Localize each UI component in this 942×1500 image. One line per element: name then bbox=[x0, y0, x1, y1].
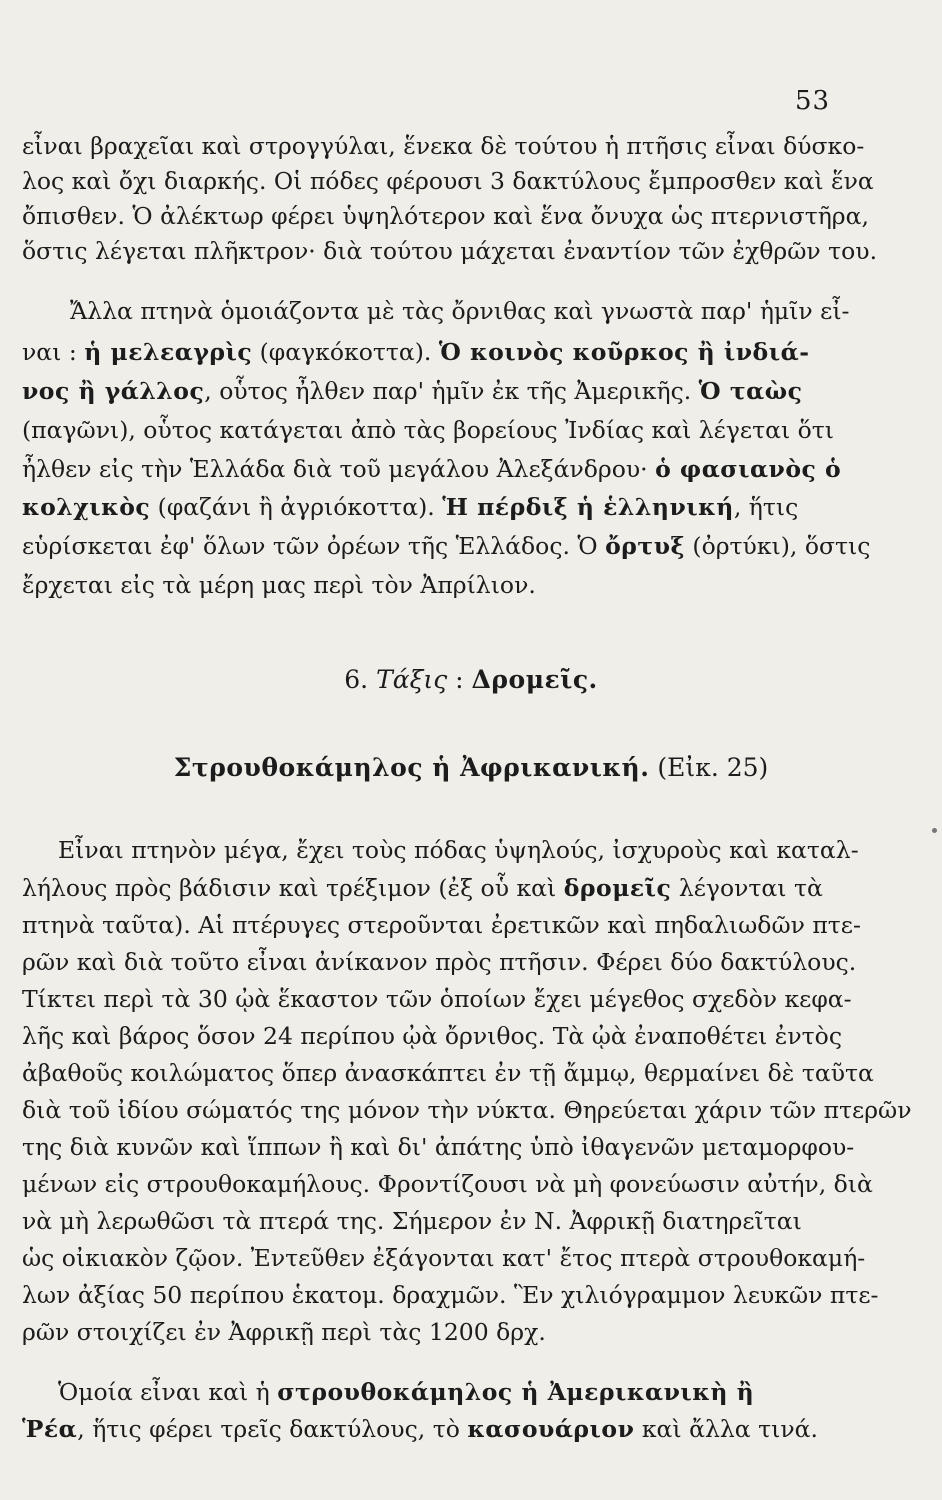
text-segment: ἔρχεται εἰς τὰ μέρη μας περὶ τὸν Ἀπρίλιον. bbox=[22, 571, 536, 599]
text-line bbox=[22, 981, 852, 1017]
section-label: Τάξις bbox=[376, 665, 448, 694]
text-segment: ρῶν καὶ διὰ τοῦτο εἶναι ἀνίκανον πρὸς πτῆσιν. Φέρει δύο δακτύλους. bbox=[22, 948, 857, 976]
margin-speck bbox=[932, 828, 937, 833]
text-line bbox=[22, 233, 877, 269]
text-line bbox=[22, 334, 809, 370]
text-segment: ὅστις λέγεται πλῆκτρον· διὰ τούτου μάχεται ἐναντίον τῶν ἐχθρῶν του. bbox=[22, 237, 878, 265]
section-name: Δρομεῖς. bbox=[471, 665, 598, 694]
text-segment: ὄπισθεν. Ὁ ἀλέκτωρ φέρει ὑψηλότερον καὶ ἕνα ὄνυχα ὡς πτερνιστῆρα, bbox=[22, 202, 869, 230]
text-segment: μένων εἰς στρουθοκαμήλους. Φροντίζουσι νὰ μὴ φονεύωσιν αὐτήν, διὰ bbox=[22, 1170, 873, 1198]
text-line bbox=[22, 870, 823, 906]
text-segment: , ἥτις bbox=[733, 493, 799, 521]
text-line bbox=[22, 1055, 874, 1091]
text-segment: , οὗτος ἦλθεν παρ' ἡμῖν ἐκ τῆς Ἀμερικῆς. bbox=[204, 377, 699, 405]
section-heading bbox=[0, 665, 942, 694]
text-segment: καὶ ἄλλα τινά. bbox=[634, 1415, 818, 1443]
bold-term: Ἡ πέρδιξ ἡ ἑλληνική bbox=[442, 493, 734, 521]
species-name: Στρουθοκάμηλος ἡ Ἀφρικανική. bbox=[173, 753, 650, 782]
text-segment: νὰ μὴ λερωθῶσι τὰ πτερά της. Σήμερον ἐν Ν. Ἀφρικῇ διατηρεῖται bbox=[22, 1207, 802, 1235]
text-segment: ὡς οἰκιακὸν ζῷον. Ἐντεῦθεν ἐξάγονται κατ' ἔτος πτερὰ στρουθοκαμή- bbox=[22, 1244, 866, 1272]
text-segment: της διὰ κυνῶν καὶ ἵππων ἢ καὶ δι' ἀπάτης ὑπὸ ἰθαγενῶν μεταμορφου- bbox=[22, 1133, 855, 1161]
bold-term: νος ἢ γάλλος bbox=[22, 377, 205, 405]
text-line bbox=[22, 944, 856, 980]
text-line bbox=[22, 163, 874, 199]
bold-term: στρουθοκάμηλος ἡ Ἀμερικανικὴ ἢ bbox=[277, 1378, 755, 1406]
figure-reference: (Εἰκ. 25) bbox=[649, 753, 769, 782]
species-heading bbox=[0, 753, 942, 782]
bold-term: ἡ μελεαγρὶς bbox=[84, 338, 253, 366]
text-line bbox=[22, 907, 861, 943]
text-segment: διὰ τοῦ ἰδίου σώματός της μόνον τὴν νύκτα. Θηρεύεται χάριν τῶν πτερῶν bbox=[22, 1096, 912, 1124]
text-line bbox=[22, 1166, 873, 1202]
text-segment: πτηνὰ ταῦτα). Αἱ πτέρυγες στεροῦνται ἐρετικῶν καὶ πηδαλιωδῶν πτε- bbox=[22, 911, 861, 939]
text-line bbox=[22, 1240, 865, 1276]
text-line bbox=[58, 1374, 754, 1410]
text-line bbox=[22, 1411, 818, 1447]
text-line bbox=[22, 373, 802, 409]
section-number: 6. bbox=[344, 665, 369, 694]
text-line bbox=[22, 1092, 912, 1128]
text-line bbox=[22, 1203, 802, 1239]
bold-term: δρομεῖς bbox=[563, 874, 672, 902]
text-segment: Τίκτει περὶ τὰ 30 ᾠὰ ἕκαστον τῶν ὁποίων ἔχει μέγεθος σχεδὸν κεφα- bbox=[22, 985, 852, 1013]
bold-term: κασουάριον bbox=[467, 1415, 635, 1443]
text-segment: λέγονται τὰ bbox=[671, 874, 823, 902]
text-segment: εἶναι βραχεῖαι καὶ στρογγύλαι, ἕνεκα δὲ τούτου ἡ πτῆσις εἶναι δύσκο- bbox=[22, 132, 865, 160]
text-line bbox=[22, 1129, 854, 1165]
text-segment: λος καὶ ὄχι διαρκής. Οἱ πόδες φέρουσι 3 δακτύλους ἔμπροσθεν καὶ ἕνα bbox=[22, 167, 874, 195]
text-line bbox=[22, 1018, 842, 1054]
text-line bbox=[22, 451, 841, 487]
bold-term: κολχικὸς bbox=[22, 493, 151, 521]
page-number: 53 bbox=[795, 86, 831, 116]
text-segment: ρῶν στοιχίζει ἐν Ἀφρικῇ περὶ τὰς 1200 δρχ. bbox=[22, 1318, 546, 1346]
text-segment: ἦλθεν εἰς τὴν Ἑλλάδα διὰ τοῦ μεγάλου Ἀλεξάνδρου· bbox=[22, 455, 656, 483]
text-segment: λων ἀξίας 50 περίπου ἑκατομ. δραχμῶν. Ἓν χιλιόγραμμον λευκῶν πτε- bbox=[22, 1281, 879, 1309]
text-segment: Ἄλλα πτηνὰ ὁμοιάζοντα μὲ τὰς ὄρνιθας καὶ γνωστὰ παρ' ἡμῖν εἶ- bbox=[70, 297, 850, 325]
text-segment: Εἶναι πτηνὸν μέγα, ἔχει τοὺς πόδας ὑψηλούς, ἰσχυροὺς καὶ καταλ- bbox=[58, 836, 859, 864]
bold-term: Ὁ ταὼς bbox=[698, 377, 803, 405]
text-line bbox=[70, 293, 849, 329]
text-segment: λῆς καὶ βάρος ὅσον 24 περίπου ᾠὰ ὄρνιθος. Τὰ ᾠὰ ἐναποθέτει ἐντὸς bbox=[22, 1022, 842, 1050]
text-line bbox=[22, 1314, 546, 1350]
text-segment: (παγῶνι), οὗτος κατάγεται ἀπὸ τὰς βορείους Ἰνδίας καὶ λέγεται ὅτι bbox=[22, 416, 834, 444]
text-segment: λήλους πρὸς βάδισιν καὶ τρέξιμον (ἐξ οὗ καὶ bbox=[22, 874, 564, 902]
text-line bbox=[58, 832, 859, 868]
text-segment: (ὀρτύκι), ὅστις bbox=[684, 532, 871, 560]
text-line bbox=[22, 1277, 878, 1313]
text-line bbox=[22, 412, 834, 448]
bold-term: ὁ φασιανὸς ὁ bbox=[655, 455, 842, 483]
text-line bbox=[22, 489, 798, 525]
text-segment: εὑρίσκεται ἐφ' ὅλων τῶν ὀρέων τῆς Ἑλλάδος. Ὁ bbox=[22, 532, 606, 560]
text-line bbox=[22, 567, 536, 603]
bold-term: Ῥέα bbox=[22, 1415, 78, 1443]
text-segment: ναι : bbox=[22, 338, 85, 366]
text-segment: , ἥτις φέρει τρεῖς δακτύλους, τὸ bbox=[77, 1415, 468, 1443]
text-line bbox=[22, 128, 864, 164]
section-separator: : bbox=[447, 665, 472, 694]
text-segment: ἀβαθοῦς κοιλώματος ὅπερ ἀνασκάπτει ἐν τῇ ἄμμῳ, θερμαίνει δὲ ταῦτα bbox=[22, 1059, 874, 1087]
bold-term: ὄρτυξ bbox=[605, 532, 685, 560]
bold-term: Ὁ κοινὸς κοῦρκος ἢ ἰνδιά- bbox=[438, 338, 810, 366]
text-segment: Ὁμοία εἶναι καὶ ἡ bbox=[58, 1378, 278, 1406]
text-segment: (φαζάνι ἢ ἀγριόκοττα). bbox=[150, 493, 443, 521]
text-segment: (φαγκόκοττα). bbox=[252, 338, 439, 366]
text-line bbox=[22, 198, 869, 234]
text-line bbox=[22, 528, 870, 564]
